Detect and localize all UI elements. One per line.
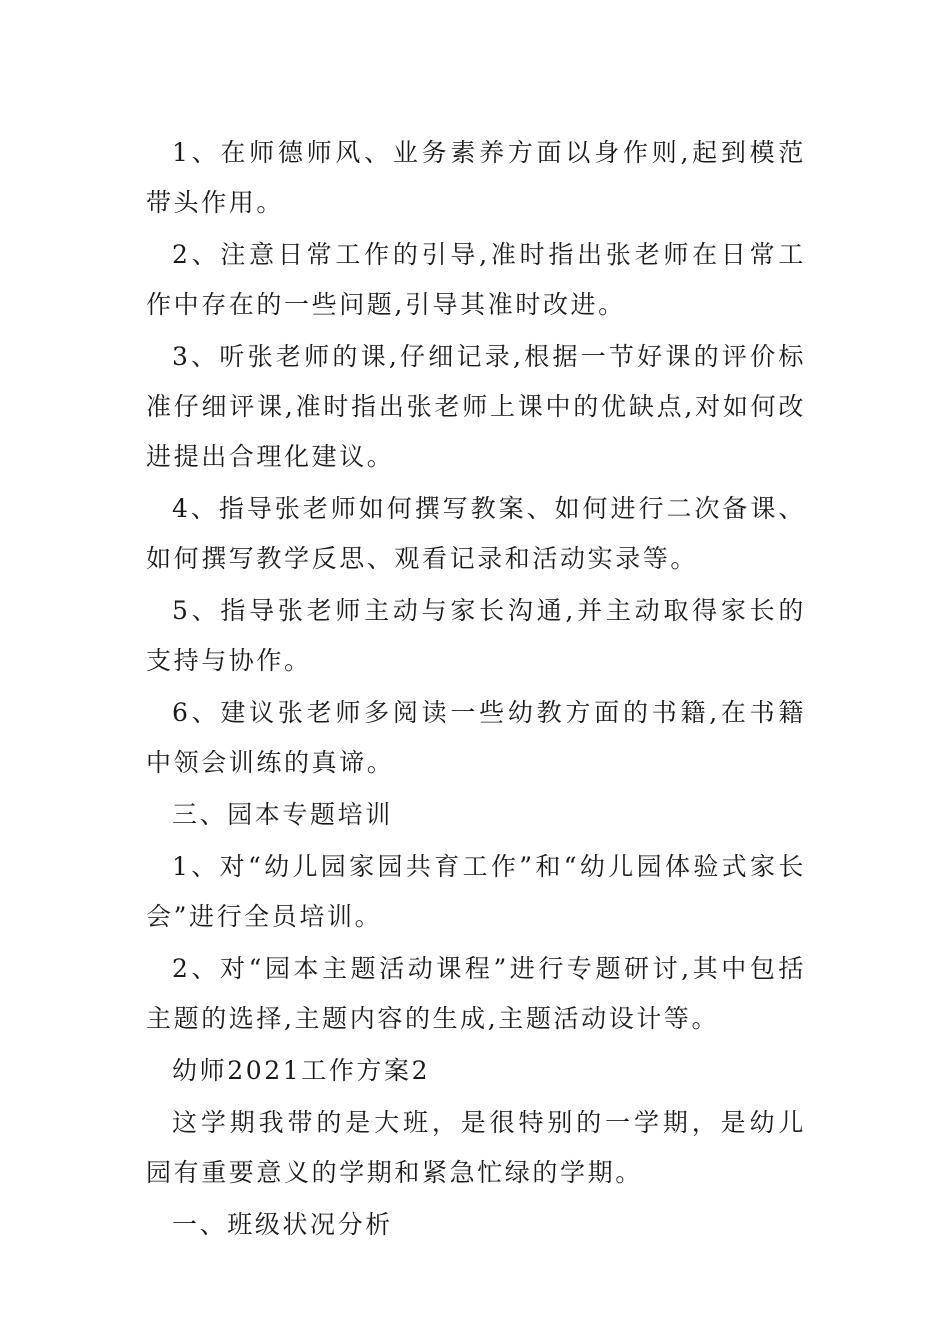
paragraph-4: 4、指导张老师如何撰写教案、如何进行二次备课、如何撰写教学反思、观看记录和活动实录等。: [146, 494, 806, 573]
paragraph-9: 这学期我带的是大班，是很特别的一学期，是幼儿园有重要意义的学期和紧急忙绿的学期。: [146, 1108, 806, 1187]
paragraph-6: 6、建议张老师多阅读一些幼教方面的书籍,在书籍中领会训练的真谛。: [146, 698, 806, 777]
paragraph-1: 1、在师德师风、业务素养方面以身作则,起到模范带头作用。: [146, 138, 806, 217]
document-body: [146, 128, 806, 1252]
section-heading-training: 三、园本专题培训: [172, 800, 393, 829]
paragraph-2: 2、注意日常工作的引导,准时指出张老师在日常工作中存在的一些问题,引导其准时改进。: [146, 240, 806, 319]
section-heading-class-analysis: 一、班级状况分析: [172, 1210, 393, 1239]
paragraph-5: 5、指导张老师主动与家长沟通,并主动取得家长的支持与协作。: [146, 596, 806, 675]
paragraph-3: 3、听张老师的课,仔细记录,根据一节好课的评价标准仔细评课,准时指出张老师上课中的优缺点,对如何改进提出合理化建议。: [146, 342, 806, 471]
paragraph-8: 2、对“园本主题活动课程”进行专题研讨,其中包括主题的选择,主题内容的生成,主题活动设计等。: [146, 954, 806, 1033]
paragraph-7: 1、对“幼儿园家园共育工作”和“幼儿园体验式家长会”进行全员培训。: [146, 852, 806, 931]
document-subtitle: 幼师2021工作方案2: [172, 1056, 431, 1085]
